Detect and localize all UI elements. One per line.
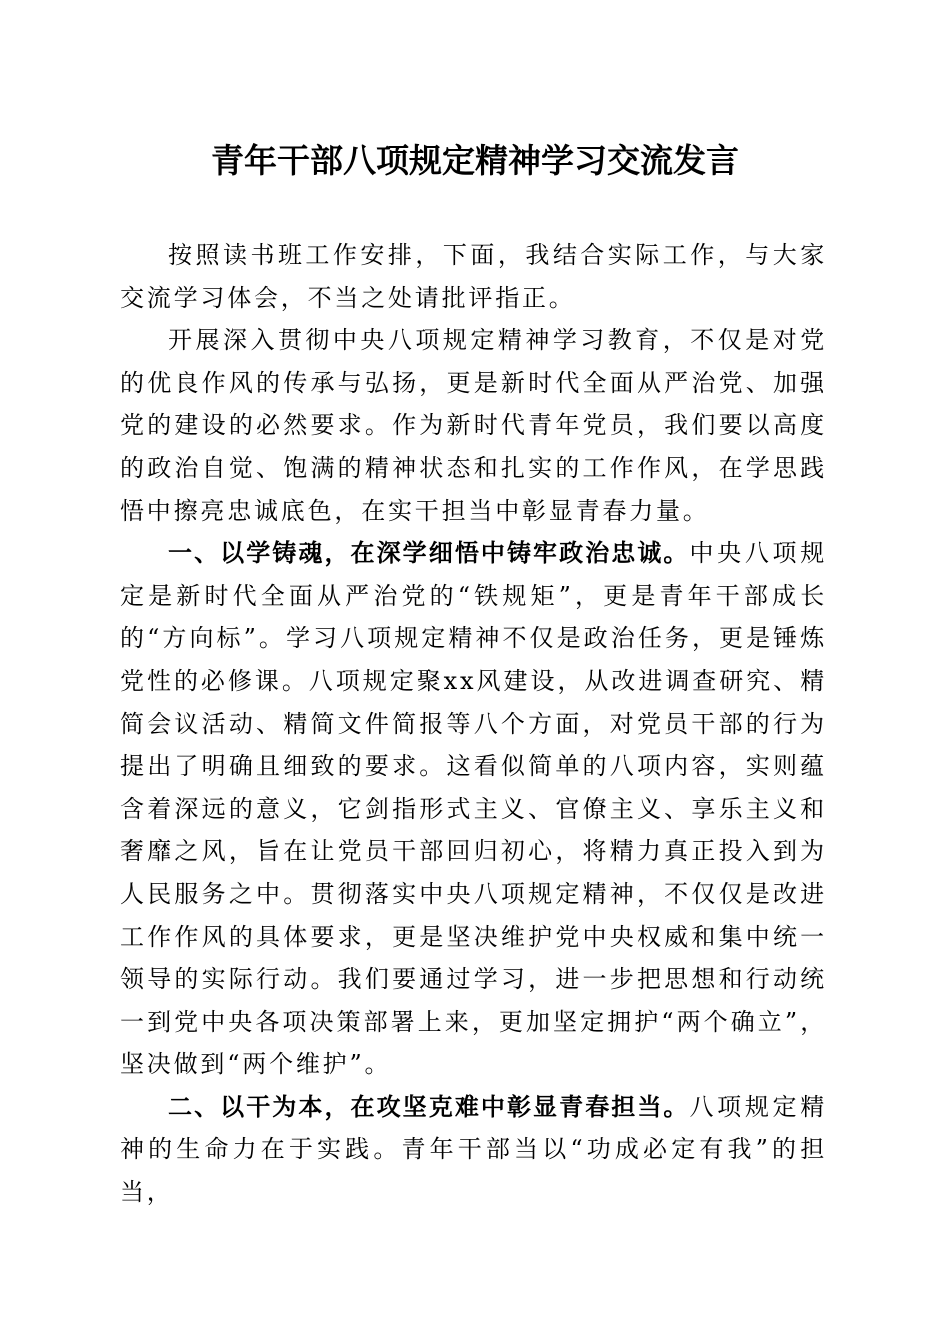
section-one-heading: 一、以学铸魂，在深学细悟中铸牢政治忠诚。 — [168, 539, 690, 568]
paragraph-overview — [120, 319, 827, 532]
document-title: 青年干部八项规定精神学习交流发言 — [211, 141, 739, 180]
paragraph-intro — [120, 234, 827, 319]
document-body — [120, 234, 827, 1214]
section-one-text: 中央八项规定是新时代全面从严治党的“铁规矩”，更是青年干部成长的“方向标”。学习八项规定精神不仅是政治任务，更是锤炼党性的必修课。八项规定聚xx风建设，从改进调查研究、精简会议活动、精简文件简报等八个方面，对党员干部的行为提出了明确且细致的要求。这看似简单的八项内容，实则蕴含着深远的意义，它剑指形式主义、官僚主义、享乐主义和奢靡之风，旨在让党员干部回归初心，将精力真正投入到为人民服务之中。贯彻落实中央八项规定精神，不仅仅是改进工作作风的具体要求，更是坚决维护党中央权威和集中统一领导的实际行动。我们要通过学习，进一步把思想和行动统一到党中央各项决策部署上来，更加坚定拥护“两个确立”，坚决做到“两个维护”。 — [120, 539, 827, 1079]
paragraph-section-two — [120, 1086, 827, 1214]
paragraph-intro-text: 按照读书班工作安排，下面，我结合实际工作，与大家交流学习体会，不当之处请批评指正。 — [120, 241, 827, 312]
paragraph-overview-text: 开展深入贯彻中央八项规定精神学习教育，不仅是对党的优良作风的传承与弘扬，更是新时代全面从严治党、加强党的建设的必然要求。作为新时代青年党员，我们要以高度的政治自觉、饱满的精神状态和扎实的工作作风，在学思践悟中擦亮忠诚底色，在实干担当中彰显青春力量。 — [120, 326, 827, 525]
paragraph-section-one — [120, 532, 827, 1086]
section-two-heading: 二、以干为本，在攻坚克难中彰显青春担当。 — [168, 1092, 690, 1121]
section-two-text: 八项规定精神的生命力在于实践。青年干部当以“功成必定有我”的担当， — [120, 1092, 827, 1207]
